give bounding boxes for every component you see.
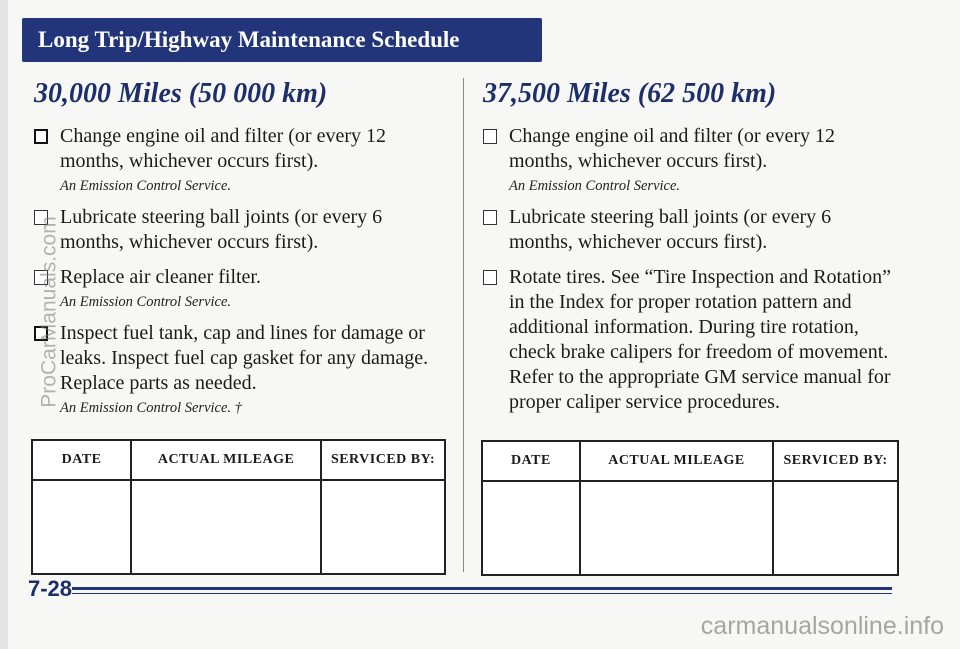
checklist-item xyxy=(483,124,893,174)
item-text: Lubricate steering ball joints (or every 6 months, whichever occurs first). xyxy=(60,206,383,253)
footer-rule xyxy=(72,587,892,590)
checklist-item xyxy=(483,265,893,415)
checklist-item xyxy=(34,205,444,255)
spacer xyxy=(483,255,893,265)
mileage-header: ACTUAL MILEAGE xyxy=(580,441,773,481)
mileage-cell[interactable] xyxy=(580,481,773,575)
schedule-30000 xyxy=(34,78,444,427)
column-divider xyxy=(463,78,464,572)
checkbox-icon[interactable] xyxy=(483,129,497,144)
item-text: Rotate tires. See “Tire Inspection and Rotation” in the Index for proper rotation pattern and additional information. During tire rotation, check brake calipers for freedom of movement. Refer to the appropriate GM service manual for proper caliper service procedures. xyxy=(509,266,891,413)
item-text: Inspect fuel tank, cap and lines for damage or leaks. Inspect fuel cap gasket for any damage. Replace parts as needed. xyxy=(60,322,429,394)
emission-note: An Emission Control Service. xyxy=(509,178,681,194)
date-header: DATE xyxy=(482,441,580,481)
emission-note: An Emission Control Service. xyxy=(60,178,232,194)
checklist-item xyxy=(34,321,444,396)
side-watermark: ProCarManuals.com xyxy=(37,216,61,408)
scan-edge xyxy=(0,0,8,649)
service-record-table xyxy=(31,439,446,575)
service-record-table xyxy=(481,440,899,576)
checkbox-icon[interactable] xyxy=(34,129,48,144)
item-text: Replace air cleaner filter. xyxy=(60,266,261,288)
checkbox-icon[interactable] xyxy=(483,210,497,225)
item-text: Change engine oil and filter (or every 12 months, whichever occurs first). xyxy=(60,125,386,172)
serviced-by-cell[interactable] xyxy=(321,480,445,574)
checklist-item xyxy=(34,124,444,174)
interval-heading: 30,000 Miles (50 000 km) xyxy=(34,78,328,109)
page-number: 7-28 xyxy=(28,576,73,601)
footer-rule-thin xyxy=(72,593,892,594)
spacer xyxy=(34,255,444,265)
emission-note: An Emission Control Service. xyxy=(60,294,232,310)
mileage-cell[interactable] xyxy=(131,480,321,574)
checkbox-icon[interactable] xyxy=(483,270,497,285)
emission-note: An Emission Control Service. † xyxy=(60,400,242,416)
date-cell[interactable] xyxy=(32,480,131,574)
page-title: Long Trip/Highway Maintenance Schedule xyxy=(22,18,542,62)
checklist-item xyxy=(34,265,444,290)
interval-heading: 37,500 Miles (62 500 km) xyxy=(483,78,777,109)
serviced-by-cell[interactable] xyxy=(773,481,898,575)
item-text: Change engine oil and filter (or every 12 months, whichever occurs first). xyxy=(509,125,835,172)
schedule-37500 xyxy=(483,78,893,415)
checklist-item xyxy=(483,205,893,255)
date-header: DATE xyxy=(32,440,131,480)
serviced-by-header: SERVICED BY: xyxy=(321,440,445,480)
footer-watermark: carmanualsonline.info xyxy=(700,612,944,640)
date-cell[interactable] xyxy=(482,481,580,575)
mileage-header: ACTUAL MILEAGE xyxy=(131,440,321,480)
serviced-by-header: SERVICED BY: xyxy=(773,441,898,481)
item-text: Lubricate steering ball joints (or every 6 months, whichever occurs first). xyxy=(509,206,832,253)
